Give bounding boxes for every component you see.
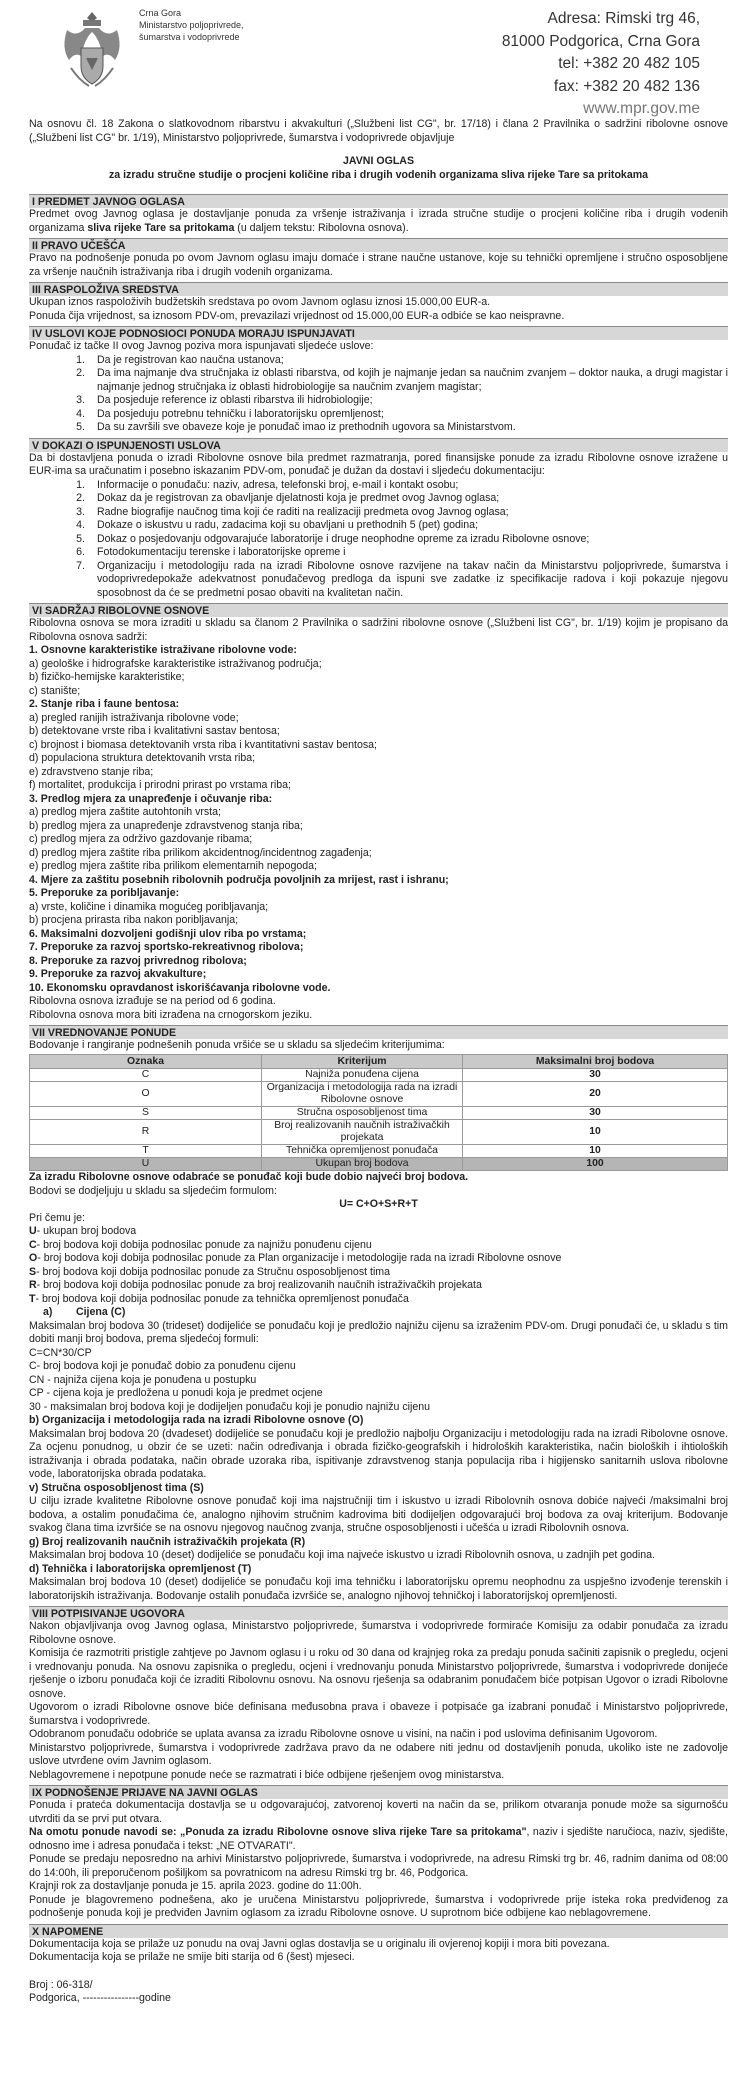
intro-paragraph: Na osnovu čl. 18 Zakona o slatkovodnom ribarstvu i akvakulturi („Službeni list CG", br. 17/18) i člana 2 Pravilnika o sadržini ribolovne osnove („Službeni list CG" br. 1/19), Ministarstvo poljoprivrede, šumarstva i vodoprivrede objavljuje <box>29 118 728 144</box>
list-text: Da ima najmanje dva stručnjaka iz oblasti ribarstva, od kojih je najmanje jedan sa naučnim zvanjem – doktor nauka, a drugi magistar i najmanje jednog stručnjaka iz oblasti hidrobiologije sa naučnim zvanjem magistar; <box>97 367 728 393</box>
formula-line: CN - najniža cijena koja je ponuđena u postupku <box>29 1373 257 1386</box>
list-text: Fotodokumentaciju terenske i laboratorijske opreme i <box>97 546 346 558</box>
definition-key: U <box>29 1225 37 1237</box>
content-line: b) procjena prirasta riba nakon poribljavanja; <box>29 914 239 926</box>
paragraph: Ponude se predaju neposredno na arhivi Ministarstvo poljoprivrede, šumarstva i vodoprivrede, na adresu Rimski trg br. 46, radnim danima od 08:00 do 14:00h, ili preporučenom pošiljkom sa povratnicom na adresu Rimski trg br. 46, Podgorica. <box>29 1853 728 1879</box>
doc-subtitle: za izradu stručne studije o procjeni količine riba i drugih vodenih organizama sliva rijeke Tare sa pritokama <box>108 168 649 181</box>
definition-line <box>29 1252 728 1266</box>
definition-line <box>29 1279 728 1293</box>
list-text: Dokaze o iskustvu u radu, zadacima koji su obavljani u prethodnih 5 (pet) godina; <box>97 519 479 531</box>
cell: 30 <box>463 1107 728 1120</box>
doc-title: JAVNI OGLAS <box>342 155 415 167</box>
letterhead <box>29 0 728 118</box>
address-block <box>502 8 700 121</box>
section-heading: VII VREDNOVANJE PONUDE <box>29 1025 728 1039</box>
phone-line: tel: +382 20 482 105 <box>558 55 700 72</box>
table-row <box>30 1107 728 1120</box>
cell: Organizacija i metodologija rada na izradi Ribolovne osnove <box>262 1082 463 1107</box>
content-line: c) predlog mjera za održivo gazdovanje ribama; <box>29 833 253 845</box>
cell: 30 <box>463 1069 728 1082</box>
definition-text: - broj bodova koji dobija podnosilac ponude za broj realizovanih naučnih istraživačkih projekata <box>36 1279 482 1291</box>
section-lead: Da bi dostavljena ponuda o izradi Ribolovne osnove bila predmet razmatranja, pored finansijske ponude za izradu Ribolovne osnove izražene u EUR-ima sa uračunatim i posebno iskazanim PDV-om, ponuđač je dužan da dostavi i sljedeću dokumentaciju: <box>29 451 728 477</box>
where-label: Pri čemu je: <box>29 1211 85 1224</box>
table-row <box>30 1082 728 1107</box>
section-heading: II PRAVO UČEŠĆA <box>29 238 728 252</box>
content-line: Ribolovna osnova izrađuje se na period od 6 godina. <box>29 995 276 1007</box>
formula-line: C- broj bodova koji je ponuđač dobio za ponuđenu cijenu <box>29 1360 296 1372</box>
evidence-list <box>29 479 728 601</box>
selection-rule: Za izradu Ribolovne osnove odabraće se ponuđač koji bude dobio najveći broj bodova. <box>29 1171 469 1183</box>
paragraph: Dokumentacija koja se prilaže uz ponudu na ovaj Javni oglas dostavlja se u originalu ili ovjerenoj kopiji i mora biti povezana. <box>29 1937 610 1950</box>
formula-lead: Bodovi se dodjeljuju u skladu sa sljedećim formulom: <box>29 1184 277 1197</box>
table-header-row <box>30 1054 728 1069</box>
section-heading: X NAPOMENE <box>29 1924 728 1938</box>
content-line: 5. Preporuke za poribljavanje: <box>29 887 180 899</box>
list-num: 4. <box>76 407 85 420</box>
content-line: 2. Stanje riba i faune bentosa: <box>29 698 180 710</box>
content-line: Ribolovna osnova mora biti izrađena na crnogorskom jeziku. <box>29 1008 313 1021</box>
definition-key: O <box>29 1252 38 1264</box>
fax-line: fax: +382 20 482 136 <box>553 77 700 95</box>
paragraph: Ponude je blagovremeno podnešena, ako je uručena Ministarstvu poljoprivrede, šumarstva i vodoprivrede prije isteka roka predviđenog za podnošenje ponuda koji je predviđen Javnim oglasom za izradu Ribolovne osnove. U suprotnom biće odbijene kao neblagovremene. <box>29 1893 728 1919</box>
section-text: Pravo na podnošenje ponuda po ovom Javnom oglasu imaju domaće i strane naučne ustanove, koje su tehnički opremljene i stručno osposobljene za vršenje naučnih istraživanja riba i drugih vodenih organizama. <box>29 252 728 278</box>
list-item <box>29 492 728 506</box>
text-span: (u daljem tekstu: Ribolovna osnova). <box>234 221 409 234</box>
content-line: e) zdravstveno stanje riba; <box>29 765 154 778</box>
conditions-list <box>29 354 728 435</box>
list-text: Radne biografije naučnog tima koji će raditi na realizaciji predmeta ovog Javnog oglasa; <box>97 505 509 518</box>
cell: S <box>30 1107 262 1120</box>
list-text: Informacije o ponuđaču: naziv, adresa, telefonski broj, e-mail i kontakt osobu; <box>97 478 459 491</box>
paragraph: Ugovorom o izradi Ribolovne osnove biće definisana međusobna prava i obaveze i potpisaće ga izabrani ponuđač i Ministarstvo poljoprivrede, šumarstva i vodoprivrede. <box>29 1701 728 1727</box>
content-line: c) stanište; <box>29 684 81 697</box>
list-num: 2. <box>76 492 85 504</box>
list-text: Dokaz o posjedovanju odgovarajuće laboratorije i druge neophodne opreme za izradu Ribolovne osnove; <box>97 532 590 545</box>
paragraph: Komisija će razmotriti pristigle zahtjeve po Javnom oglasu i u roku od 30 dana od krajnjeg roka za predaju ponuda sačiniti zapisnik o pregledu, ocjeni i vrednovanju ponuda. Na osnovu zapisnika o pregledu, ocjeni i vrednovanju ponuda Ministarstvo poljoprivrede, šumarstva i vodoprivrede donijeće rješenje o izboru ponuđača koji će izraditi Ribolovnu osnovu. Na osnovu rješenja sa odabranim ponuđačem biće potpisan Ugovor o izradi Ribolovne osnove. <box>29 1647 728 1700</box>
text-span: Predmet ovog Javnog oglasa je dostavljanje ponuda za vršenje istraživanja i izrada stručne studije o procjeni količine riba i drugih vodenih organizama <box>29 208 728 234</box>
text-span: , naziv i sjedište naručioca, naziv, sjedište, odnosno ime i adresa ponuđača i tekst: „NE OTVARATI". <box>29 1826 728 1852</box>
content-line: c) brojnost i biomasa detektovanih vrsta riba i kvantitativni sastav bentosa; <box>29 738 378 751</box>
subsection-heading: d) Tehnička i laboratorijska opremljenost (T) <box>29 1562 252 1575</box>
definition-key: R <box>29 1279 37 1291</box>
list-item <box>29 354 728 368</box>
cell: 100 <box>463 1158 728 1171</box>
content-line: f) mortalitet, produkcija i prirodni prirast po vrstama riba; <box>29 779 291 791</box>
definition-text: - broj bodova koji dobija podnosilac ponude za Stručnu osposobljenost tima <box>36 1265 391 1278</box>
definition-line <box>29 1266 728 1280</box>
content-line: 9. Preporuke za razvoj akvakulture; <box>29 968 207 980</box>
ministry-line: Ministarstvo poljoprivrede, <box>139 20 244 30</box>
subsection-text: Maksimalan broj bodova 20 (dvadeset) dodijeliće se ponuđaču koji je predložio najbolju Organizaciju i metodologiju rada na izradi Ribolovne osnove. Za ocjenu ponudnog, u obzir će se uzeti: način određivanja i obrada fizičko-geografskih i hidroloških karakteristika, način bioloških i ihtioloških istraživanja i obrada podataka, način obrade uzoraka riba, ispitivanje zdravstvenog stanja populacija riba i higijensko sanitarnih uslova ribolovne vode, laboratorijska obrada podataka. <box>29 1427 728 1480</box>
section-text: Ponuda čija vrijednost, sa iznosom PDV-om, prevazilazi vrijednost od 15.000,00 EUR-a odbiće se kao neispravne. <box>29 309 565 322</box>
content-line: 3. Predlog mjera za unapređenje i očuvanje riba: <box>29 792 273 805</box>
address-line: Adresa: Rimski trg 46, <box>547 10 700 27</box>
paragraph <box>29 1826 728 1853</box>
list-num: 5. <box>76 532 85 545</box>
list-item <box>29 394 728 408</box>
content-line: a) pregled ranijih istraživanja ribolovne vode; <box>29 711 239 724</box>
cell: T <box>30 1145 262 1158</box>
formula-definitions <box>29 1225 728 1306</box>
text-bold: Na omotu ponude navodi se: „Ponuda za izradu Ribolovne osnove sliva rijeke Tare sa pritokama" <box>29 1826 527 1838</box>
price-formula-lines <box>29 1347 728 1415</box>
list-num: 6. <box>76 546 85 558</box>
definition-text: - broj bodova koji dobija podnosilac ponude za tehnička opremljenost ponuđača <box>35 1292 409 1305</box>
content-line: b) fizičko-hemijske karakteristike; <box>29 671 185 683</box>
content-line: e) predlog mjera zaštite riba prilikom elementarnih nepogoda; <box>29 860 317 872</box>
website-link[interactable]: www.mpr.gov.me <box>583 100 700 117</box>
content-line: 1. Osnovne karakteristike istraživane ribolovne vode: <box>29 644 297 656</box>
list-item <box>29 421 728 435</box>
content-line: d) populaciona struktura detektovanih vrsta riba; <box>29 752 256 764</box>
table-total-row <box>30 1158 728 1171</box>
ministry-name <box>139 7 244 43</box>
reference-number: Broj : 06-318/ <box>29 1978 93 1991</box>
cell: 10 <box>463 1145 728 1158</box>
cell: C <box>30 1069 262 1082</box>
section-heading: IV USLOVI KOJE PODNOSIOCI PONUDA MORAJU ISPUNJAVATI <box>29 326 728 340</box>
subsection-heading: a) Cijena (C) <box>43 1306 126 1318</box>
section-lead: Bodovanje i rangiranje podnešenih ponuda vršiće se u skladu sa sljedećim kriterijumima: <box>29 1039 445 1051</box>
content-line: b) detektovane vrste riba i kvalitativni sastav bentosa; <box>29 725 280 737</box>
table-row <box>30 1120 728 1145</box>
table-row <box>30 1145 728 1158</box>
list-item <box>29 519 728 533</box>
ministry-line: Crna Gora <box>139 8 182 18</box>
definition-line <box>29 1239 728 1253</box>
list-text: Da je registrovan kao naučna ustanova; <box>97 353 284 366</box>
cell: R <box>30 1120 262 1145</box>
cell: U <box>30 1158 262 1171</box>
definition-key: T <box>29 1292 36 1305</box>
cell: 10 <box>463 1120 728 1145</box>
section-heading: IX PODNOŠENJE PRIJAVE NA JAVNI OGLAS <box>29 1785 728 1799</box>
section-heading: VI SADRŽAJ RIBOLOVNE OSNOVE <box>29 603 728 617</box>
list-num: 3. <box>76 505 85 518</box>
section-text: Ukupan iznos raspoloživih budžetskih sredstava po ovom Javnom oglasu iznosi 15.000,00 EUR-a. <box>29 296 491 308</box>
paragraph: Ministarstvo poljoprivrede, šumarstva i vodoprivrede zadržava pravo da ne odabere niti jednu od dostavljenih ponuda, ukoliko iste ne zadovolje uslove utvrđene ovim Javnim oglasom. <box>29 1741 728 1767</box>
formula-line: 30 - maksimalan broj bodova koji je dodijeljen ponuđaču koji je ponudio najnižu cijenu <box>29 1400 431 1413</box>
list-text: Da posjeduje reference iz oblasti ribarstva ili hidrobiologije; <box>97 394 373 406</box>
list-num: 3. <box>76 394 85 406</box>
section-heading: VIII POTPISIVANJE UGOVORA <box>29 1606 728 1620</box>
list-num: 2. <box>76 367 85 379</box>
section-heading: V DOKAZI O ISPUNJENOSTI USLOVA <box>29 438 728 452</box>
cell: O <box>30 1082 262 1107</box>
subsection-heading: v) Stručna osposobljenost tima (S) <box>29 1481 204 1494</box>
formula-line: CP - cijena koja je predložena u ponudi koja je predmet ocjene <box>29 1387 323 1399</box>
cell: Tehnička opremljenost ponuđača <box>262 1145 463 1158</box>
col-header: Kriterijum <box>262 1054 463 1069</box>
section-heading: III RASPOLOŽIVA SREDSTVA <box>29 282 728 296</box>
cell: Najniža ponuđena cijena <box>262 1069 463 1082</box>
definition-key: S <box>29 1265 37 1278</box>
content-line: 7. Preporuke za razvoj sportsko-rekreativnog ribolova; <box>29 941 304 953</box>
list-item <box>29 533 728 547</box>
text-bold: sliva rijeke Tare sa pritokama <box>87 221 235 234</box>
list-item <box>29 506 728 520</box>
list-item <box>29 546 728 560</box>
definition-text: - broj bodova koji dobija podnosilac ponude za Plan organizacije i metodologije rada na izradi Ribolovne osnove <box>37 1252 562 1264</box>
coat-of-arms-icon <box>59 8 125 90</box>
paragraph: Dokumentacija koja se prilaže ne smije biti starija od 6 (šest) mjeseci. <box>29 1951 355 1963</box>
list-num: 4. <box>76 519 85 531</box>
content-line: b) predlog mjera za unapređenje zdravstvenog stanja riba; <box>29 819 303 832</box>
list-num: 1. <box>76 353 85 366</box>
list-item <box>29 367 728 394</box>
definition-line <box>29 1225 728 1239</box>
paragraph: Nakon objavljivanja ovog Javnog oglasa, Ministarstvo poljoprivrede, šumarstva i vodoprivrede formiraće Komisiju za odabir ponuđača za izradu Ribolovne osnove. <box>29 1620 728 1646</box>
content-line: a) geološke i hidrografske karakteristike istraživanog područja; <box>29 657 322 670</box>
content-line: a) predlog mjera zaštite autohtonih vrsta; <box>29 806 221 818</box>
paragraph: Neblagovremene i nepotpune ponude neće se razmatrati i biće odbijene rješenjem ovog ministarstva. <box>29 1768 505 1781</box>
content-line: 8. Preporuke za razvoj privrednog ribolova; <box>29 954 247 967</box>
section-text <box>29 208 728 235</box>
definition-text: - broj bodova koji dobija podnosilac ponude za najnižu ponuđenu cijenu <box>36 1238 372 1251</box>
formula: U= C+O+S+R+T <box>339 1198 418 1210</box>
list-num: 7. <box>76 559 85 572</box>
list-item <box>29 479 728 493</box>
content-line: 10. Ekonomsku opravdanost iskorišćavanja ribolovne vode. <box>29 981 331 994</box>
list-num: 1. <box>76 478 85 491</box>
ministry-line: šumarstva i vodoprivrede <box>139 32 240 42</box>
table-row <box>30 1069 728 1082</box>
content-line: 6. Maksimalni dozvoljeni godišnji ulov riba po vrstama; <box>29 927 307 940</box>
content-line: d) predlog mjera zaštite riba prilikom akcidentnog/incidentnog zagađenja; <box>29 846 372 859</box>
list-num: 5. <box>76 421 85 433</box>
list-text: Da posjeduju potrebnu tehničku i laboratorijsku opremljenost; <box>97 407 384 420</box>
subsection-heading: g) Broj realizovanih naučnih istraživačkih projekata (R) <box>29 1535 306 1548</box>
subsection-text: U cilju izrade kvalitetne Ribolovne osnove ponuđač koji ima najstručniji tim i iskustvo u izradi Ribolovnih osnova dobiće najveći /maksimalni broj bodova, a ostalim ponuđačima će, analogno njihovim stručnim kadrovima biti dodijeljen odgovarajući broj bodova za ovaj kriterijum. Bodovanje svakog člana tima izvršiće se na osnovu njegovog naučnog zvanja, stručne osposobljenosti i učešća u izradi Ribolovnih osnova. <box>29 1495 728 1534</box>
cell: 20 <box>463 1082 728 1107</box>
definition-text: - ukupan broj bodova <box>36 1225 137 1237</box>
cell: Stručna osposobljenost tima <box>262 1107 463 1120</box>
col-header: Oznaka <box>30 1054 262 1069</box>
definition-key: C <box>29 1238 37 1251</box>
list-text: Dokaz da je registrovan za obavljanje djelatnosti koja je predmet ovog Javnog oglasa; <box>97 492 500 504</box>
content-list <box>29 644 728 1022</box>
paragraph: Odobranom ponuđaču odobriće se uplata avansa za izradu Ribolovne osnove u visini, na način i pod uslovima definisanim Ugovorom. <box>29 1728 658 1740</box>
list-text: Da su završili sve obaveze koje je ponuđač imao iz prethodnih ugovora sa Ministarstvom. <box>97 421 516 433</box>
subsection-text: Maksimalan broj bodova 30 (trideset) dodijeliće se ponuđaču koji je predložio najnižu cijenu sa izraženim PDV-om. Drugi ponuđači će, u skladu s tim dobiti manji broj bodova, prema sljedećoj formuli: <box>29 1319 728 1345</box>
section-lead: Ribolovna osnova se mora izraditi u skladu sa članom 2 Pravilnika o sadržini ribolovne osnove („Službeni list CG", br. 1/19) kojim je propisano da Ribolovna osnova sadrži: <box>29 617 728 643</box>
cell: Ukupan broj bodova <box>262 1158 463 1171</box>
subsection-text: Maksimalan broj bodova 10 (deset) dodijeliće se ponuđaču koji ima tehničku i laboratorijsku opremu neophodnu za uspješno izvođenje terenskih i laboratorijskih istraživanja. Bodovanje ostalih ponuđača izvršiće se, analogno njihovoj tehničkoj i laboratorijskoj opremljenosti. <box>29 1576 728 1602</box>
paragraph: Ponuda i prateća dokumentacija dostavlja se u odgovarajućoj, zatvorenoj koverti na način da se, prilikom otvaranja ponude može sa sigurnošću utvrditi da se prvi put otvara. <box>29 1799 728 1825</box>
criteria-table <box>29 1054 728 1172</box>
cell: Broj realizovanih naučnih istraživačkih projekata <box>262 1120 463 1145</box>
deadline: Krajnji rok za dostavljanje ponuda je 15. aprila 2023. godine do 11:00h. <box>29 1880 362 1892</box>
list-text: Organizaciju i metodologiju rada na izradi Ribolovne osnove razvijene na takav način da Ministarstvu poljoprivrede, šumarstva i vodoprivredepokaže adekvatnost ponuđačevog predloga da ispuni sve zadatke iz specifikacije radova i koji pokazuje njegovu sposobnost da će se predmetni posao obaviti na kvalitetan način. <box>97 559 728 599</box>
section-lead: Ponuđač iz tačke II ovog Javnog poziva mora ispunjavati sljedeće uslove: <box>29 340 374 352</box>
subsection-heading: b) Organizacija i metodologija rada na izradi Ribolovne osnove (O) <box>29 1414 364 1426</box>
definition-line <box>29 1293 728 1307</box>
address-line: 81000 Podgorica, Crna Gora <box>501 32 700 50</box>
col-header: Maksimalni broj bodova <box>463 1054 728 1069</box>
place-date: Podgorica, ----------------godine <box>29 1992 171 2004</box>
content-line: 4. Mjere za zaštitu posebnih ribolovnih područja povoljnih za mrijest, rast i ishranu; <box>29 873 449 886</box>
content-line: a) vrste, količine i dinamika mogućeg poribljavanja; <box>29 900 269 913</box>
list-item <box>29 408 728 422</box>
section-heading: I PREDMET JAVNOG OGLASA <box>29 194 728 208</box>
formula-line: C=CN*30/CP <box>29 1346 92 1359</box>
list-item <box>29 560 728 601</box>
subsection-text: Maksimalan broj bodova 10 (deset) dodijeliće se ponuđaču koji ima najveće iskustvo u izradi Ribolovnih osnova, u zadnjih pet godina. <box>29 1549 655 1561</box>
